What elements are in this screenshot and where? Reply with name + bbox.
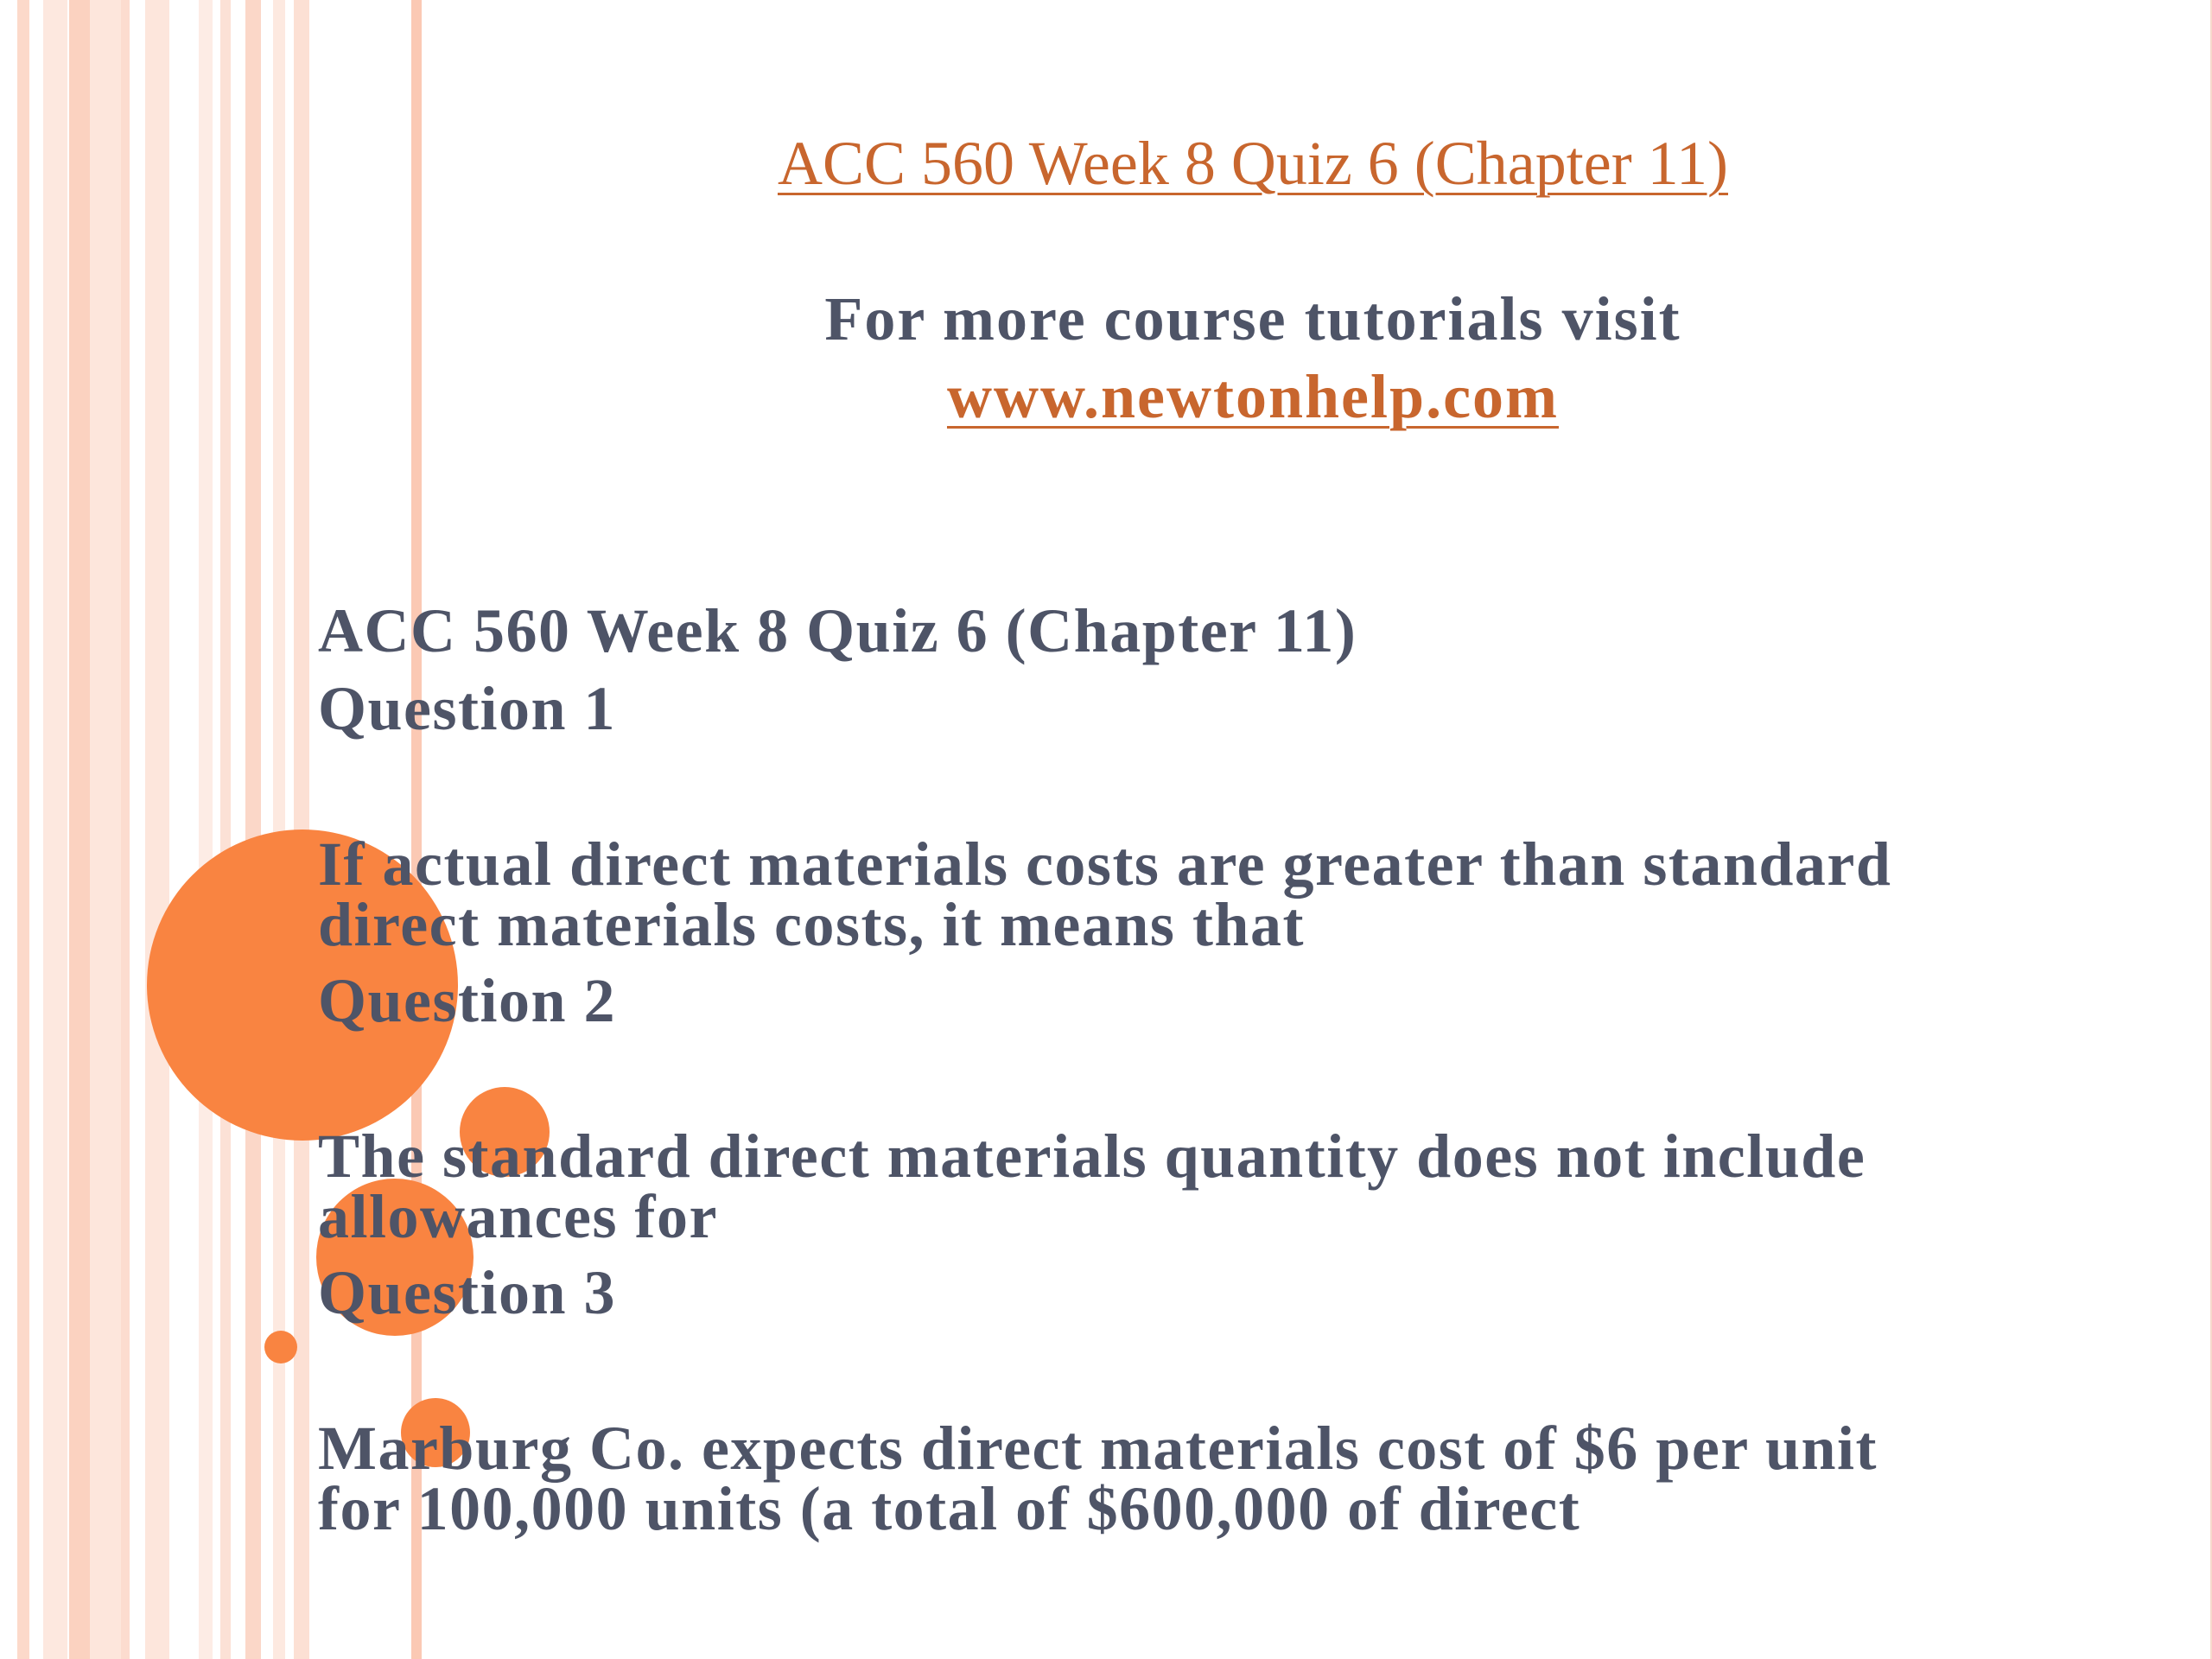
- stripe: [121, 0, 130, 1659]
- stripe: [69, 0, 90, 1659]
- stripe: [273, 0, 285, 1659]
- website-link[interactable]: www.newtonhelp.com: [946, 362, 1559, 431]
- title-link[interactable]: ACC 560 Week 8 Quiz 6 (Chapter 11): [777, 129, 1728, 198]
- stripe: [199, 0, 213, 1659]
- stripe: [245, 0, 261, 1659]
- question-label: Question 1: [318, 674, 617, 743]
- question-text: allowances for: [318, 1182, 718, 1251]
- question-label: Question 2: [318, 966, 617, 1035]
- stripe: [90, 0, 121, 1659]
- stripe: [17, 0, 29, 1659]
- question-text: for 100,000 units (a total of $600,000 of direct: [318, 1474, 1581, 1543]
- quiz-heading: ACC 560 Week 8 Quiz 6 (Chapter 11): [318, 596, 1357, 665]
- stripe: [145, 0, 169, 1659]
- question-label: Question 3: [318, 1258, 617, 1327]
- stripe: [43, 0, 67, 1659]
- visit-text: For more course tutorials visit: [824, 284, 1681, 353]
- question-text: If actual direct materials costs are greater than standard: [318, 830, 1892, 899]
- question-text: direct materials costs, it means that: [318, 890, 1305, 959]
- tiny-orange-circle: [264, 1331, 297, 1363]
- stripe: [220, 0, 231, 1659]
- question-text: Marburg Co. expects direct materials cost of $6 per unit: [318, 1414, 1878, 1483]
- question-text: The standard direct materials quantity does not include: [318, 1122, 1866, 1191]
